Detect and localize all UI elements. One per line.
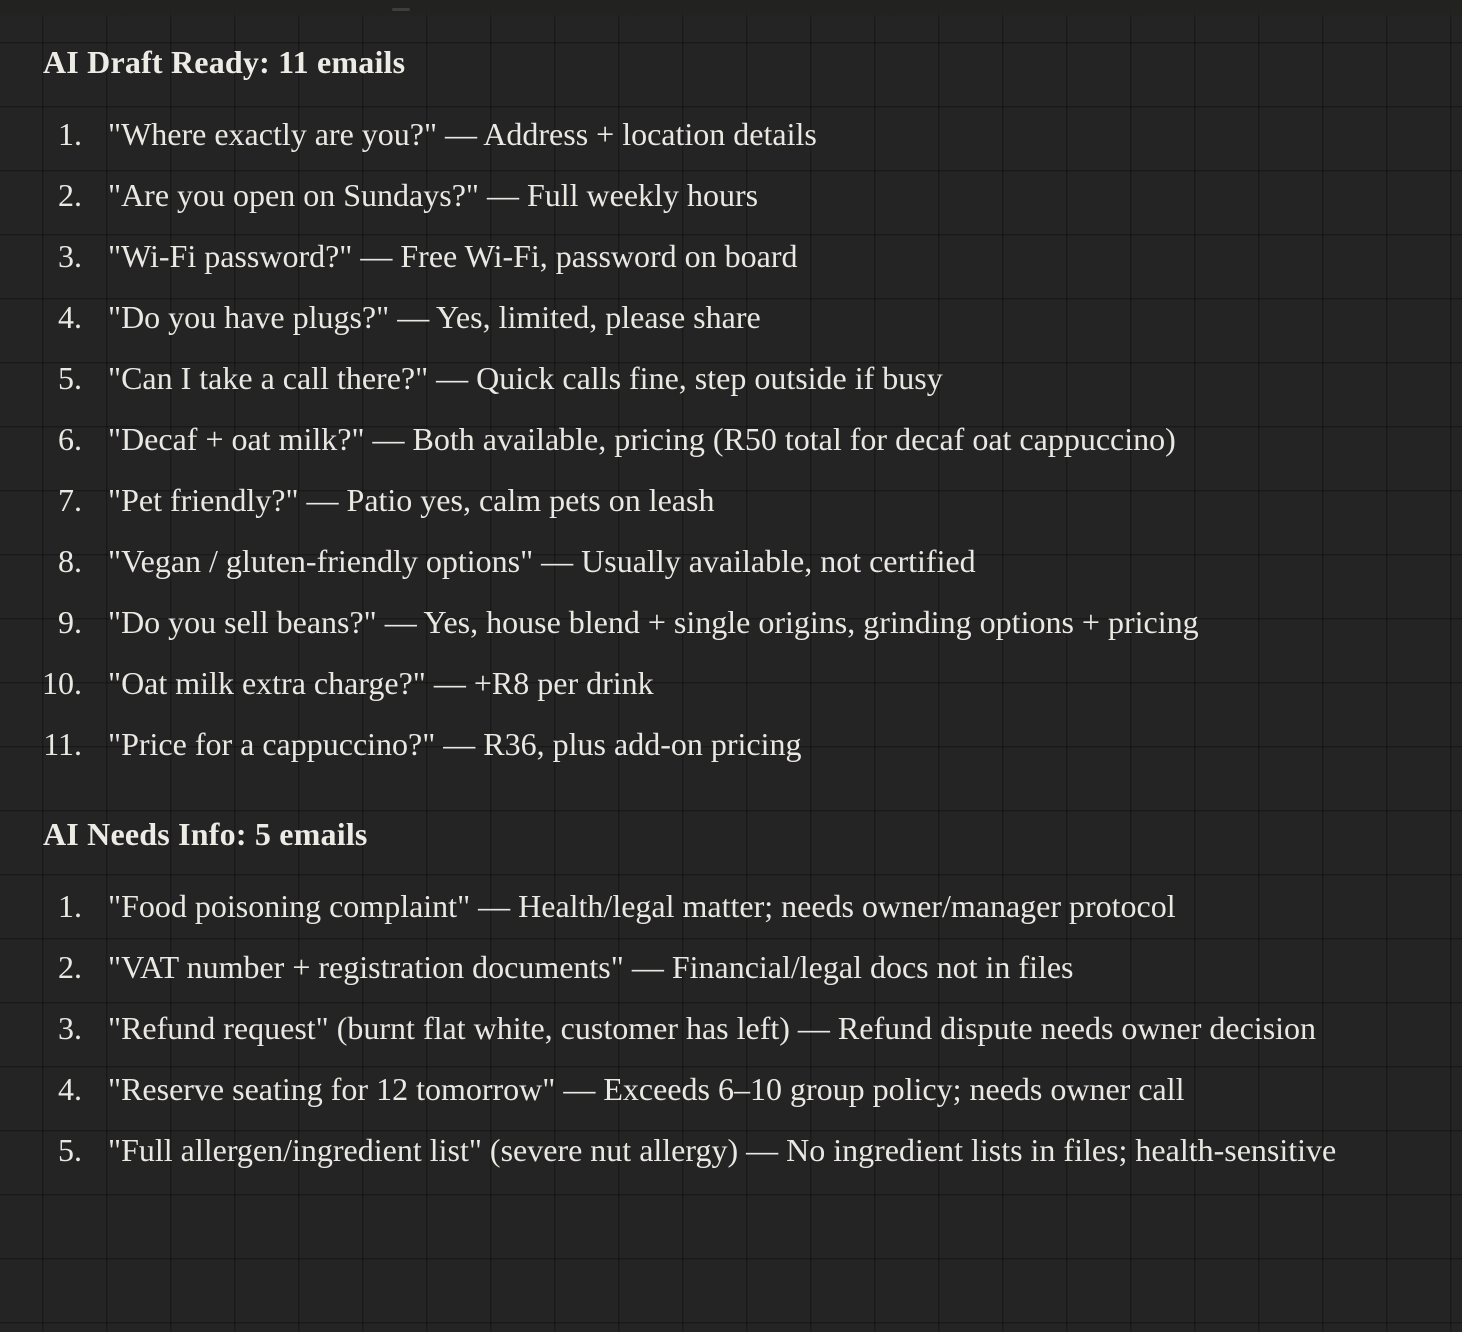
list-item — [0, 657, 1462, 709]
list-item-text: "Oat milk extra charge?" — +R8 per drink — [108, 665, 654, 701]
section-heading-needs-info: AI Needs Info: 5 emails — [43, 816, 368, 852]
list-item — [0, 1124, 1462, 1176]
list-item — [0, 1063, 1462, 1115]
section-heading-draft-ready: AI Draft Ready: 11 emails — [43, 44, 406, 80]
list-item-text: "Can I take a call there?" — Quick calls fine, step outside if busy — [108, 360, 943, 396]
list-item — [0, 941, 1462, 993]
list-item-text: "Food poisoning complaint" — Health/legal matter; needs owner/manager protocol — [108, 888, 1176, 924]
list-item-text: "Do you sell beans?" — Yes, house blend + single origins, grinding options + pricing — [108, 604, 1199, 640]
list-item-text: "Vegan / gluten-friendly options" — Usually available, not certified — [108, 543, 976, 579]
list-item-text: "Decaf + oat milk?" — Both available, pricing (R50 total for decaf oat cappuccino) — [108, 421, 1176, 457]
list-item-text: "Are you open on Sundays?" — Full weekly hours — [108, 177, 759, 213]
list-item-text: "Refund request" (burnt flat white, customer has left) — Refund dispute needs owner decision — [108, 1010, 1317, 1046]
list-item — [0, 230, 1462, 282]
list-item-text: "Wi-Fi password?" — Free Wi-Fi, password on board — [108, 238, 798, 274]
list-item — [0, 352, 1462, 404]
needs-info-list — [0, 880, 1462, 1176]
list-item-text: "Do you have plugs?" — Yes, limited, please share — [108, 299, 761, 335]
list-item — [0, 535, 1462, 587]
list-item-text: "VAT number + registration documents" — Financial/legal docs not in files — [108, 949, 1074, 985]
list-item — [0, 1002, 1462, 1054]
list-item — [0, 291, 1462, 343]
list-item — [0, 413, 1462, 465]
list-item-text: "Where exactly are you?" — Address + location details — [108, 116, 817, 152]
list-item — [0, 474, 1462, 526]
list-item-text: "Price for a cappuccino?" — R36, plus add-on pricing — [108, 726, 802, 762]
list-item — [0, 169, 1462, 221]
list-item — [0, 596, 1462, 648]
list-item-text: "Reserve seating for 12 tomorrow" — Exceeds 6–10 group policy; needs owner call — [108, 1071, 1185, 1107]
draft-ready-list — [0, 108, 1462, 770]
list-item — [0, 108, 1462, 160]
list-item — [0, 718, 1462, 770]
list-item-text: "Pet friendly?" — Patio yes, calm pets on leash — [108, 482, 715, 518]
list-item-text: "Full allergen/ingredient list" (severe nut allergy) — No ingredient lists in files; health-sensitive — [108, 1132, 1337, 1168]
list-item — [0, 880, 1462, 932]
